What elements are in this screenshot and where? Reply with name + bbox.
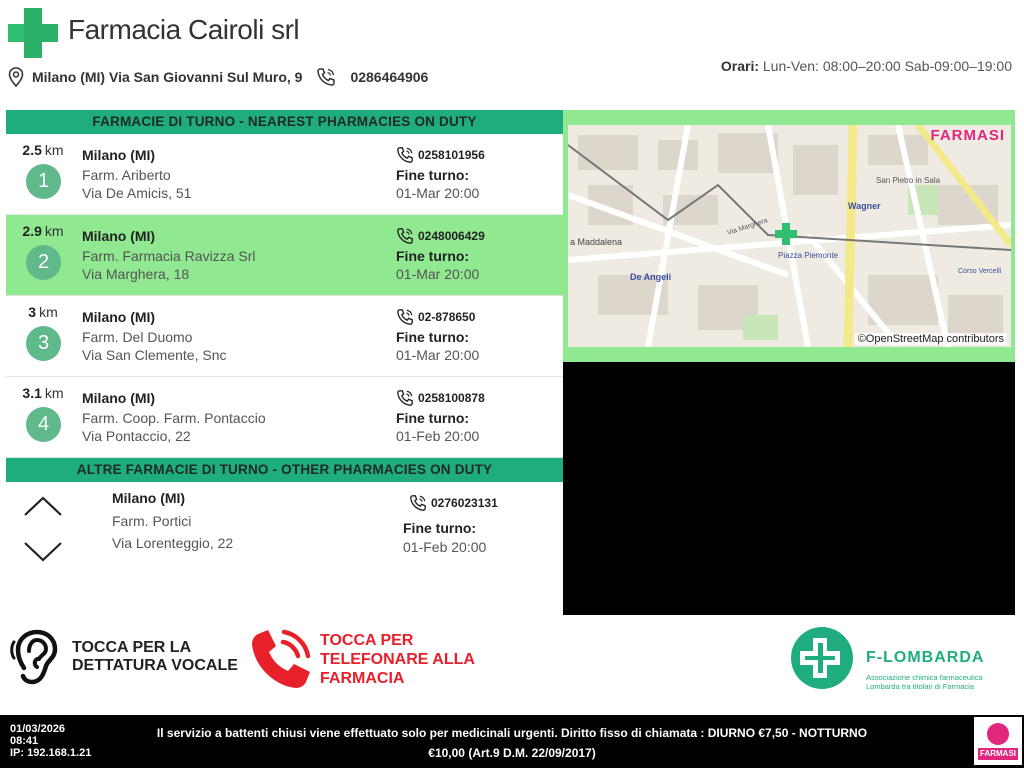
header-phone-number: 0286464906	[350, 69, 429, 85]
footer-date: 01/03/2026	[10, 723, 66, 735]
farmasi-footer-logo	[974, 717, 1022, 765]
footer	[0, 715, 1024, 768]
address-text: Milano (MI) Via San Giovanni Sul Muro, 9	[32, 69, 303, 85]
pharmacy-street: Via De Amicis, 51	[82, 185, 192, 201]
pharmacy-name: Farm. Farmacia Ravizza Srl	[82, 248, 256, 264]
pharmacy-phone[interactable]	[396, 389, 485, 407]
fine-turno-label: Fine turno:	[396, 167, 470, 183]
map-label-wagner: Wagner	[848, 201, 881, 211]
fine-turno-value: 01-Feb 20:00	[396, 428, 480, 444]
phone-icon	[396, 308, 414, 326]
fine-turno-label: Fine turno:	[396, 410, 470, 426]
hours-label: Orari:	[720, 58, 759, 74]
phone-icon	[316, 67, 336, 87]
pharmacy-name: Farm. Ariberto	[82, 167, 171, 183]
voice-dictation-label: TOCCA PER LA DETTATURA VOCALE	[72, 639, 238, 674]
pharmacy-row-3[interactable]	[6, 296, 563, 377]
phone-icon	[396, 146, 414, 164]
pharmacy-list	[6, 134, 563, 458]
pharmacy-number-badge: 2	[26, 245, 61, 280]
distance: 3 km	[28, 304, 58, 320]
chevron-up-icon[interactable]	[22, 494, 64, 518]
pharmacy-phone[interactable]	[396, 227, 485, 245]
pharmacy-phone[interactable]	[396, 146, 485, 164]
fine-turno-label: Fine turno:	[396, 248, 470, 264]
video-panel	[563, 362, 1015, 615]
f-lombarda-emblem-icon	[788, 624, 858, 694]
fine-turno-value: 01-Mar 20:00	[396, 347, 480, 363]
fine-turno-label: Fine turno:	[403, 520, 477, 536]
other-pharmacy-name: Farm. Portici	[112, 513, 192, 529]
footer-time: 08:41	[10, 735, 39, 747]
map-label-corso-vercelli: Corso Vercelli	[958, 268, 1002, 275]
pharmacy-row-1[interactable]	[6, 134, 563, 215]
map-label-san-pietro: San Pietro in Sala	[876, 176, 941, 185]
pharmacy-row-2[interactable]	[6, 215, 563, 296]
other-pharmacy-street: Via Lorenteggio, 22	[112, 535, 234, 551]
map-label-piazza-piemonte: Piazza Piemonte	[778, 251, 839, 260]
page-title: Farmacia Cairoli srl	[68, 14, 300, 45]
pharmacy-name: Farm. Del Duomo	[82, 329, 193, 345]
pharmacy-number-badge: 4	[26, 407, 61, 442]
distance: 2.5 km	[22, 142, 64, 158]
voice-dictation-button[interactable]	[8, 628, 238, 686]
phone-call-icon	[248, 626, 314, 692]
map[interactable]	[568, 125, 1011, 347]
map-label-de-angeli: De Angeli	[630, 272, 672, 282]
ear-icon	[8, 628, 64, 686]
pharmacy-phone-number: 02-878650	[418, 310, 476, 324]
map-label-maddalena: a Maddalena	[570, 237, 623, 247]
location-pin-icon	[8, 67, 24, 87]
f-lombarda-title: F-LOMBARDA	[866, 649, 985, 666]
footer-ip: IP: 192.168.1.21	[10, 747, 92, 759]
farmasi-map-logo: FARMASI	[930, 127, 1005, 144]
farmasi-footer-text: FARMASI	[980, 749, 1016, 758]
pharmacy-number-badge: 3	[26, 326, 61, 361]
chevron-down-icon[interactable]	[22, 540, 64, 564]
hours-value: Lun-Ven: 08:00–20:00 Sab-09:00–19:00	[762, 58, 1012, 74]
map-label-via-marghera: Via Marghera	[726, 217, 769, 237]
pharmacy-phone-number: 0258100878	[418, 391, 485, 405]
fine-turno-value: 01-Mar 20:00	[396, 266, 480, 282]
address-row	[8, 66, 428, 88]
pharmacy-city: Milano (MI)	[82, 228, 156, 244]
f-lombarda-subtitle: Associazione chimica farmaceutica Lombarda tra titolari di Farmacia	[866, 673, 983, 691]
f-lombarda-logo	[788, 624, 998, 694]
other-pharmacy-panel	[6, 482, 563, 592]
green-cross-icon	[6, 6, 60, 60]
pharmacy-name: Farm. Coop. Farm. Pontaccio	[82, 410, 266, 426]
call-pharmacy-label: TOCCA PER TELEFONARE ALLA FARMACIA	[320, 631, 475, 687]
other-pharmacy-phone-number: 0276023131	[431, 496, 498, 510]
phone-icon	[409, 494, 427, 512]
pharmacy-city: Milano (MI)	[82, 390, 156, 406]
header-phone[interactable]	[316, 67, 428, 87]
map-attribution[interactable]: ©OpenStreetMap contributors	[855, 333, 1007, 345]
header	[0, 0, 1024, 110]
pharmacy-phone-number: 0258101956	[418, 148, 485, 162]
pharmacy-phone[interactable]	[396, 308, 475, 326]
fine-turno-value: 01-Mar 20:00	[396, 185, 480, 201]
pharmacy-row-4[interactable]	[6, 377, 563, 458]
pharmacy-city: Milano (MI)	[82, 309, 156, 325]
phone-icon	[396, 227, 414, 245]
call-pharmacy-button[interactable]	[248, 626, 475, 692]
pharmacy-street: Via Marghera, 18	[82, 266, 190, 282]
other-pharmacy-city: Milano (MI)	[112, 490, 186, 506]
pharmacy-number-badge: 1	[26, 164, 61, 199]
footer-status	[10, 723, 91, 759]
pharmacy-street: Via Pontaccio, 22	[82, 428, 191, 444]
distance: 2.9 km	[22, 223, 64, 239]
other-pharmacies-header: ALTRE FARMACIE DI TURNO - OTHER PHARMACIES ON DUTY	[6, 458, 563, 482]
map-canvas	[568, 125, 1011, 347]
nearest-pharmacies-header: FARMACIE DI TURNO - NEAREST PHARMACIES ON DUTY	[6, 110, 563, 134]
fine-turno-value: 01-Feb 20:00	[403, 539, 487, 555]
footer-message: Il servizio a battenti chiusi viene effettuato solo per medicinali urgenti. Diritto fisso di chiamata : DIURNO €7,50 - NOTTURNO €10,00 (Art.9 D.M. 22/09/2017)	[156, 726, 868, 760]
pharmacy-phone-number: 0248006429	[418, 229, 485, 243]
distance: 3.1 km	[22, 385, 64, 401]
phone-icon	[396, 389, 414, 407]
pharmacy-city: Milano (MI)	[82, 147, 156, 163]
fine-turno-label: Fine turno:	[396, 329, 470, 345]
pharmacy-street: Via San Clemente, Snc	[82, 347, 227, 363]
opening-hours	[712, 58, 1012, 75]
other-pharmacy-phone[interactable]	[409, 494, 498, 512]
